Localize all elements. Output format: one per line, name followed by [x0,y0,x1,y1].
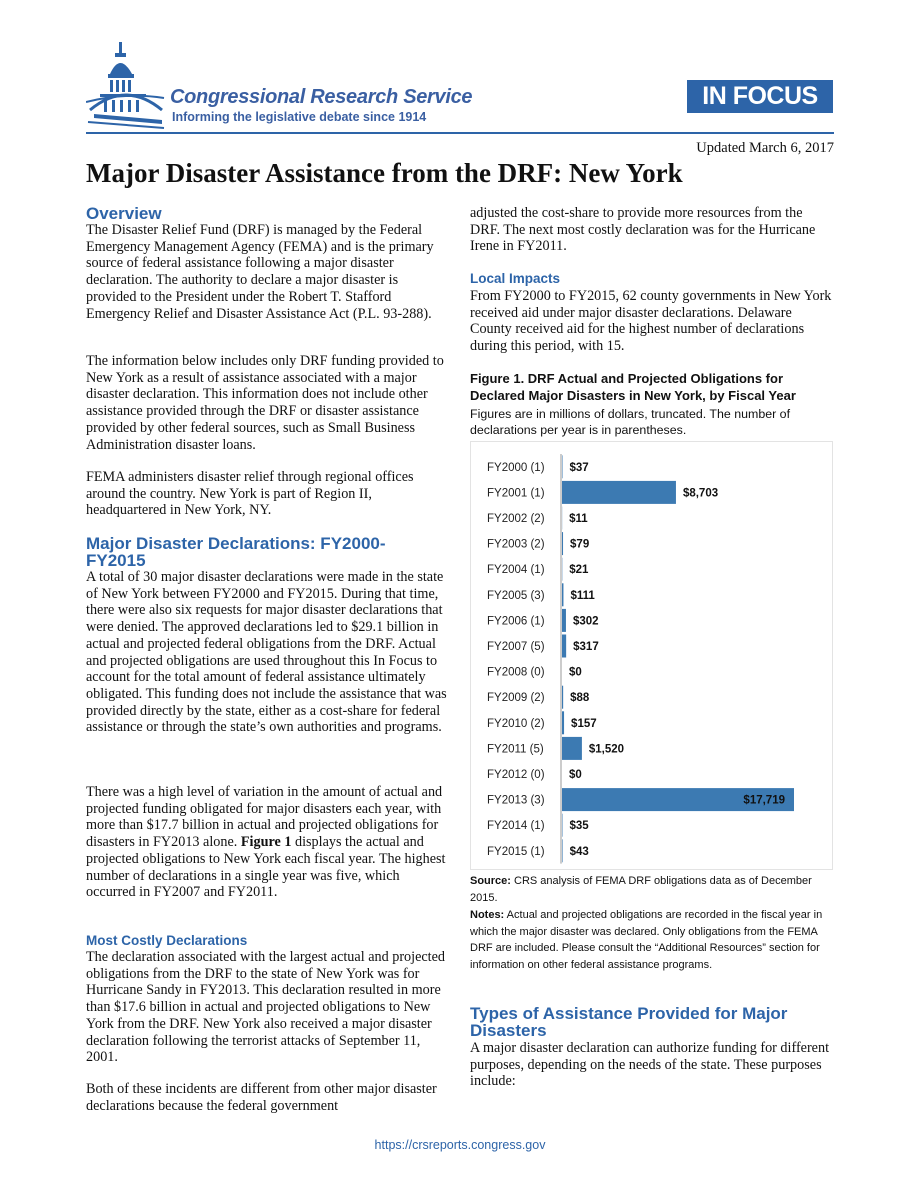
value-label: $0 [569,666,582,679]
figure-source: Source: CRS analysis of FEMA DRF obligations data as of December 2015. [470,875,812,904]
footer-url[interactable]: https://crsreports.congress.gov [374,1138,546,1152]
category-label: FY2003 (2) [487,538,545,551]
value-label: $0 [569,769,582,781]
category-label: FY2011 (5) [487,743,544,756]
value-label: $21 [569,564,589,577]
value-label: $11 [569,513,588,525]
value-label: $88 [570,692,590,705]
figure-title: Figure 1. DRF Actual and Projected Obligations for Declared Major Disasters in New York, by Fiscal Year [470,371,796,403]
bar [562,481,676,504]
updated-date: Updated March 6, 2017 [696,140,834,156]
header-rule [86,132,834,134]
value-label: $111 [570,589,595,602]
declarations-paragraph-1: A total of 30 major disaster declarations were made in the state of New York between FY2000 and FY2015. During that time, there were also six requests for major disaster declarations that were denied. The approved declarations led to $29.1 billion in actual and projected federal obligations from the DRF. Actual and projected obligations are used throughout this In Focus to account for the total amount of federal assistance ultimately obligated. This funding does not include the assistance that was provided directly by the state, either as a cost-share for federal assistance or through the state’s own authorities and programs. [86,569,447,736]
bar [562,609,566,632]
overview-paragraph-2: The information below includes only DRF funding provided to New York as a result of assistance associated with a major disaster declaration. This information does not include other assistance provided through the DRF or disaster assistance provided by other federal sources, such as Small Business Administration disaster loans. [86,353,444,453]
org-tagline: Informing the legislative debate since 1914 [172,110,427,124]
category-label: FY2009 (2) [487,692,545,705]
page-title: Major Disaster Assistance from the DRF: New York [86,158,683,188]
costly-heading: Most Costly Declarations [86,933,248,948]
value-label: $302 [572,615,599,628]
category-label: FY2010 (2) [487,717,545,730]
types-heading: Types of Assistance Provided for Major Disasters [470,1004,788,1040]
bar [562,583,563,606]
costly-paragraph-2: Both of these incidents are different from other major disaster declarations because the federal government [86,1081,437,1114]
value-label: $43 [569,845,589,858]
value-label: $17,719 [743,794,785,807]
figure-subtitle: Figures are in millions of dollars, truncated. The number of declarations per year is in parentheses. [470,407,791,437]
figure-1-reference: Figure 1 [240,834,292,851]
local-impacts-heading: Local Impacts [470,271,561,286]
declarations-paragraph-2: There was a high level of variation in the amount of actual and projected funding obligated for major disasters each year, with more than $17.7 billion in actual and projected obligations for disasters in FY2013 alone. Figure 1 displays the actual and projected obligations to New York each fiscal year. The highest number of declarations in a single year was five, which occurred in FY2007 and FY2011. [86,784,446,901]
value-label: $79 [570,538,590,551]
obligations-bar-chart [471,442,831,868]
category-label: FY2012 (0) [487,769,545,781]
bar [562,532,563,555]
category-label: FY2006 (1) [487,615,545,628]
category-label: FY2002 (2) [487,513,545,525]
types-paragraph: A major disaster declaration can authorize funding for different purposes, depending on the needs of the state. These purposes include: [470,1040,830,1090]
value-label: $35 [569,820,589,833]
category-label: FY2013 (3) [487,794,545,807]
overview-paragraph-3: FEMA administers disaster relief through regional offices around the country. New York is part of Region II, headquartered in New York, NY. [86,469,414,519]
bar [562,686,563,709]
value-label: $1,520 [588,743,625,756]
category-label: FY2005 (3) [487,589,545,602]
category-label: FY2008 (0) [487,666,545,679]
org-name: Congressional Research Service [170,86,473,108]
value-label: $317 [573,641,599,653]
value-label: $37 [569,461,589,474]
bar [562,839,563,862]
value-label: $8,703 [682,487,719,500]
crs-capitol-logo-icon [86,40,166,130]
declarations-heading: Major Disaster Declarations: FY2000-FY2015 [86,534,386,570]
bar [562,737,582,760]
category-label: FY2000 (1) [487,461,545,474]
continued-paragraph: adjusted the cost-share to provide more resources from the DRF. The next most costly declaration was for the Hurricane Irene in FY2011. [470,205,816,255]
costly-paragraph-1: The declaration associated with the largest actual and projected obligations from the DRF to the state of New York was for Hurricane Sandy in FY2013. This declaration resulted in more than $17.6 billion in actual and projected obligations to New York from the DRF. New York also received a major disaster declaration following the terrorist attacks of September 11, 2001. [86,949,446,1066]
category-label: FY2004 (1) [487,564,545,577]
bar [562,635,566,658]
figure-notes: Notes: Actual and projected obligations are recorded in the fiscal year in which the major disaster was declared. Only obligations from the FEMA DRF are included. Please consult the “Additional Resources” section for information on other federal assistance programs. [470,909,823,971]
overview-paragraph-1: The Disaster Relief Fund (DRF) is managed by the Federal Emergency Management Agency (FEMA) and is the primary source of federal assistance following a major disaster declaration. The authority to declare a major disaster is provided to the President under the Robert T. Stafford Emergency Relief and Disaster Assistance Act (P.L. 93-288). [86,222,434,322]
category-label: FY2014 (1) [487,820,545,833]
category-label: FY2007 (5) [487,641,545,653]
category-label: FY2001 (1) [487,487,545,500]
local-impacts-paragraph: From FY2000 to FY2015, 62 county governments in New York received aid under major disaster declarations. Delaware County received aid for the highest number of declarations during this period, with 15. [470,288,832,355]
overview-heading: Overview [86,204,162,223]
value-label: $157 [571,717,597,730]
category-label: FY2015 (1) [487,845,545,858]
in-focus-badge: IN FOCUS [687,80,833,113]
bar [562,711,564,734]
